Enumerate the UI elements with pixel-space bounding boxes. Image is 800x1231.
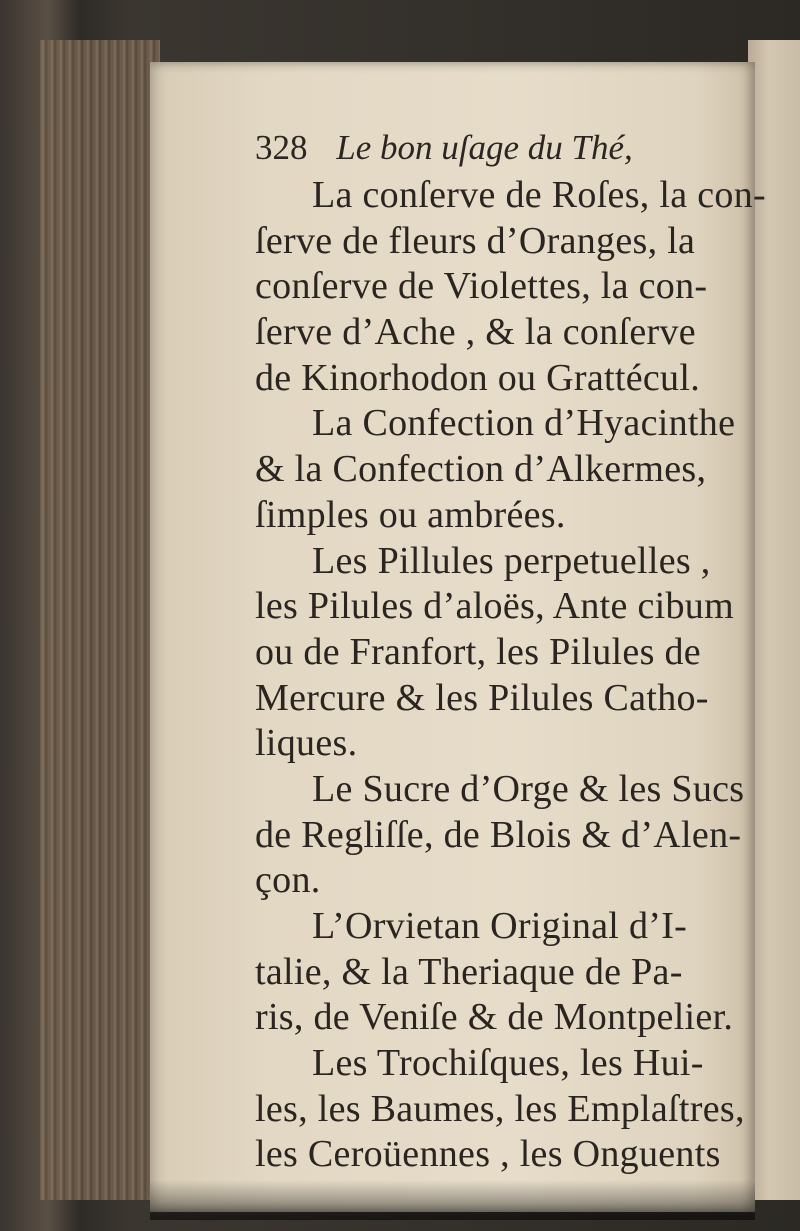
- text-line: & la Confection d’Alkermes,: [255, 448, 707, 491]
- text-line: Les Pillules perpetuelles ,: [312, 539, 711, 582]
- text-line: çon.: [255, 859, 321, 902]
- text-line: de Regliſſe, de Blois & d’Alen-: [255, 813, 742, 856]
- running-title: Le bon uſage du Thé,: [336, 128, 633, 167]
- text-line: les, les Baumes, les Emplaſtres,: [255, 1087, 745, 1130]
- text-line: Mercure & les Pilules Catho-: [255, 676, 709, 719]
- text-line: de Kinorhodon ou Grattécul.: [255, 356, 700, 399]
- text-line: L’Orvietan Original d’I-: [312, 905, 688, 947]
- text-line: liques.: [255, 722, 358, 765]
- text-line: conſerve de Violettes, la con-: [255, 265, 708, 308]
- text-line: ris, de Veniſe & de Montpelier.: [255, 996, 734, 1039]
- page-bottom-shadow: [150, 1180, 755, 1220]
- page-number: 328: [255, 128, 308, 167]
- text-line: talie, & la Theriaque de Pa-: [255, 950, 683, 993]
- text-line: La Confection d’Hyacinthe: [312, 402, 736, 445]
- text-line: les Ceroüennes , les Onguents: [255, 1133, 721, 1176]
- text-line: ou de Franfort, les Pilules de: [255, 630, 701, 673]
- text-line: Le Sucre d’Orge & les Sucs: [312, 767, 745, 810]
- text-line: les Pilules d’aloës, Ante cibum: [255, 585, 734, 628]
- running-header: [255, 128, 715, 178]
- text-line: ſerve de fleurs d’Oranges, la: [255, 219, 696, 262]
- text-line: Les Trochiſques, les Hui-: [312, 1042, 704, 1085]
- text-line: ſimples ou ambrées.: [255, 493, 566, 536]
- text-line: ſerve d’Ache , & la conſerve: [255, 311, 696, 354]
- book-page-edges: [40, 40, 160, 1200]
- text-line: La conſerve de Roſes, la con-: [312, 174, 766, 216]
- body-text: [255, 173, 766, 1178]
